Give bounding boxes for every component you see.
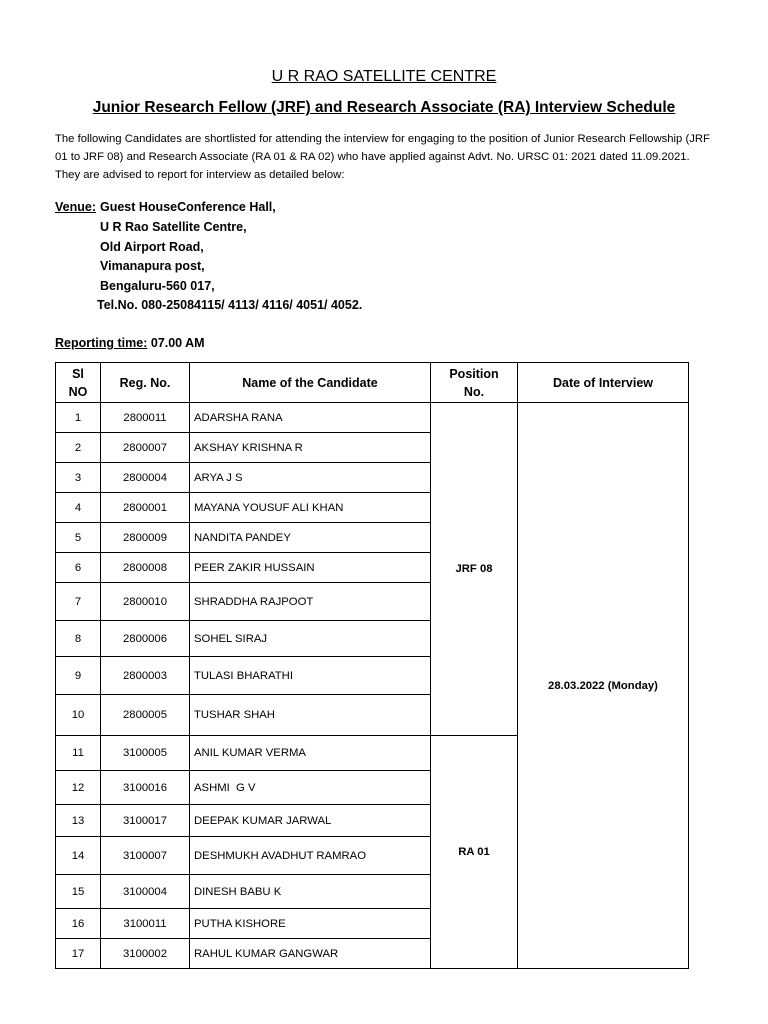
venue-line: Tel.No. 080-25084115/ 4113/ 4116/ 4051/ 4052. xyxy=(97,298,363,312)
cell-sl: 17 xyxy=(56,939,101,969)
cell-sl: 13 xyxy=(56,805,101,837)
header-reg-no: Reg. No. xyxy=(101,363,190,403)
cell-name: PUTHA KISHORE xyxy=(190,909,431,939)
cell-reg: 2800006 xyxy=(101,621,190,657)
cell-name: RAHUL KUMAR GANGWAR xyxy=(190,939,431,969)
page-title: U R RAO SATELLITE CENTRE xyxy=(271,68,497,85)
cell-sl: 5 xyxy=(56,523,101,553)
cell-reg: 2800003 xyxy=(101,657,190,695)
reporting-time xyxy=(55,336,205,350)
page-subtitle: Junior Research Fellow (JRF) and Research Associate (RA) Interview Schedule xyxy=(92,99,676,116)
intro-paragraph xyxy=(55,130,715,184)
header-sl-no xyxy=(56,363,101,403)
cell-reg: 3100007 xyxy=(101,837,190,875)
cell-name: DINESH BABU K xyxy=(190,875,431,909)
cell-position-ra: RA 01 xyxy=(431,736,518,969)
cell-reg: 3100017 xyxy=(101,805,190,837)
venue-line: Guest HouseConference Hall, xyxy=(100,200,276,214)
cell-name: ADARSHA RANA xyxy=(190,403,431,433)
cell-name: NANDITA PANDEY xyxy=(190,523,431,553)
intro-line: 01 to JRF 08) and Research Associate (RA 01 & RA 02) who have applied against Advt. No. URSC 01: 2021 dated 11.09.2021. xyxy=(55,151,690,163)
header-position-line2: No. xyxy=(463,384,485,399)
header-position-no xyxy=(431,363,518,403)
cell-sl: 4 xyxy=(56,493,101,523)
cell-reg: 3100011 xyxy=(101,909,190,939)
intro-line: They are advised to report for interview as detailed below: xyxy=(55,169,345,181)
cell-name: ANIL KUMAR VERMA xyxy=(190,736,431,771)
cell-name: SOHEL SIRAJ xyxy=(190,621,431,657)
cell-position-jrf: JRF 08 xyxy=(431,403,518,736)
cell-name: TUSHAR SHAH xyxy=(190,695,431,736)
cell-sl: 3 xyxy=(56,463,101,493)
cell-name: SHRADDHA RAJPOOT xyxy=(190,583,431,621)
cell-reg: 2800005 xyxy=(101,695,190,736)
cell-reg: 2800010 xyxy=(101,583,190,621)
header-sl-line2: NO xyxy=(68,384,88,399)
venue-line: Old Airport Road, xyxy=(100,240,204,254)
cell-reg: 3100002 xyxy=(101,939,190,969)
venue-label: Venue: xyxy=(55,200,96,214)
cell-name: ARYA J S xyxy=(190,463,431,493)
cell-sl: 15 xyxy=(56,875,101,909)
cell-interview-date: 28.03.2022 (Monday) xyxy=(518,403,689,969)
cell-sl: 6 xyxy=(56,553,101,583)
cell-sl: 9 xyxy=(56,657,101,695)
cell-reg: 2800004 xyxy=(101,463,190,493)
table-header-row xyxy=(56,363,689,403)
cell-reg: 3100004 xyxy=(101,875,190,909)
cell-reg: 2800008 xyxy=(101,553,190,583)
cell-reg: 2800007 xyxy=(101,433,190,463)
venue-line: Bengaluru-560 017, xyxy=(100,279,215,293)
venue-label-row xyxy=(55,200,96,214)
cell-name: MAYANA YOUSUF ALI KHAN xyxy=(190,493,431,523)
cell-name: PEER ZAKIR HUSSAIN xyxy=(190,553,431,583)
header-sl-line1: Sl xyxy=(72,366,84,381)
cell-reg: 3100005 xyxy=(101,736,190,771)
cell-sl: 1 xyxy=(56,403,101,433)
cell-name: TULASI BHARATHI xyxy=(190,657,431,695)
venue-line: Vimanapura post, xyxy=(100,259,205,273)
reporting-time-value: 07.00 AM xyxy=(150,336,205,350)
intro-line: The following Candidates are shortlisted for attending the interview for engaging to the position of Junior Research Fellowship (JRF xyxy=(55,133,710,145)
cell-sl: 7 xyxy=(56,583,101,621)
cell-reg: 2800009 xyxy=(101,523,190,553)
reporting-time-label: Reporting time: xyxy=(55,336,148,350)
cell-name: DESHMUKH AVADHUT RAMRAO xyxy=(190,837,431,875)
venue-line: U R Rao Satellite Centre, xyxy=(100,220,247,234)
cell-sl: 12 xyxy=(56,771,101,805)
header-date-of-interview: Date of Interview xyxy=(518,363,689,403)
cell-reg: 3100016 xyxy=(101,771,190,805)
cell-name: DEEPAK KUMAR JARWAL xyxy=(190,805,431,837)
cell-sl: 8 xyxy=(56,621,101,657)
header-position-line1: Position xyxy=(449,366,499,381)
cell-sl: 2 xyxy=(56,433,101,463)
cell-reg: 2800001 xyxy=(101,493,190,523)
cell-name: ASHMI G V xyxy=(190,771,431,805)
cell-sl: 14 xyxy=(56,837,101,875)
cell-reg: 2800011 xyxy=(101,403,190,433)
cell-name: AKSHAY KRISHNA R xyxy=(190,433,431,463)
cell-sl: 10 xyxy=(56,695,101,736)
table-row xyxy=(56,403,689,433)
header-candidate-name: Name of the Candidate xyxy=(190,363,431,403)
interview-schedule-table xyxy=(55,362,689,969)
cell-sl: 16 xyxy=(56,909,101,939)
cell-sl: 11 xyxy=(56,736,101,771)
